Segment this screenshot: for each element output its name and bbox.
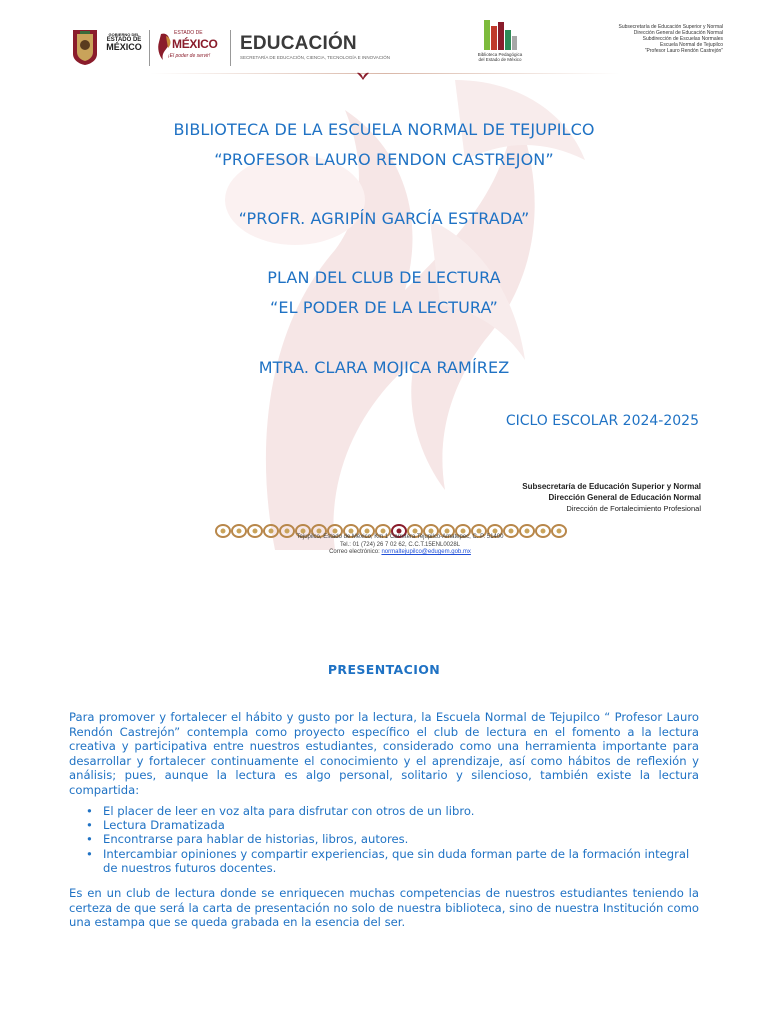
header-divider	[149, 30, 150, 66]
subsecretaria-line: Dirección General de Educación Normal	[633, 30, 723, 36]
gov-line3: MÉXICO	[106, 42, 142, 52]
list-item-text: Encontrarse para hablar de historias, libros, autores.	[103, 832, 409, 847]
list-item-text: El placer de leer en voz alta para disfrutar con otros de un libro.	[103, 804, 475, 818]
educacion-title: EDUCACIÓN	[240, 33, 357, 54]
cover-title-line3: “PROFR. AGRIPÍN GARCÍA ESTRADA”	[238, 209, 530, 228]
ornament-icon	[232, 525, 246, 537]
biblio-line2: del Estado de México	[478, 57, 522, 62]
footer-phone: Tel.: 01 (724) 26 7 02 62, C.C.T.15ENL0028L	[339, 541, 461, 548]
bullet-icon: •	[86, 804, 93, 818]
bullet-icon: •	[86, 832, 93, 847]
subsecretaria-line: “Profesor Lauro Rendón Castrejón”	[644, 48, 723, 54]
signature-line1: Subsecretaría de Educación Superior y Normal	[522, 482, 701, 491]
edomex-seal-icon	[70, 28, 100, 66]
mex-logo-text: MÉXICO	[172, 37, 218, 51]
cover-title-line1: BIBLIOTECA DE LA ESCUELA NORMAL DE TEJUPILCO	[173, 120, 595, 139]
cover-author: MTRA. CLARA MOJICA RAMÍREZ	[258, 358, 510, 377]
gov-line2: ESTADO DE	[106, 37, 142, 43]
gov-line1: GOBIERNO DEL	[108, 32, 140, 37]
ornament-icon	[356, 71, 370, 81]
footer-email-label: Correo electrónico:	[329, 549, 380, 555]
subsecretaria-line: Escuela Normal de Tejupilco	[660, 42, 723, 48]
list-item-text: Lectura Dramatizada	[103, 818, 225, 833]
closing-paragraph: Es en un club de lectura donde se enriquecen muchas competencias de nuestros estudiantes teniendo la certeza de que será la carta de presentación no solo de nuestra biblioteca, sino de nuestra Institución como una estampa que se queda grabada en la esencia del ser.	[69, 886, 699, 930]
header-divider	[230, 30, 231, 66]
letterhead	[0, 0, 768, 90]
subsecretaria-line: Subdirección de Escuelas Normales	[642, 36, 723, 42]
signature-block	[522, 481, 701, 514]
footer-email-link[interactable]: normaltejupilco@edugem.gob.mx	[381, 549, 471, 555]
list-item	[69, 832, 699, 846]
educacion-subtitle: SECRETARÍA DE EDUCACIÓN, CIENCIA, TECNOLOGÍA E INNOVACIÓN	[240, 55, 391, 60]
signature-line3: Dirección de Fortalecimiento Profesional	[566, 504, 701, 513]
list-item	[69, 804, 699, 818]
mex-logo-slogan: ¡El poder de servir!	[168, 53, 211, 59]
footer-address-line: Tejupilco, Estado de México, Km 1 Carretera Tejupilco-Amatepec, C. P. 51400	[296, 534, 504, 540]
mex-logo-small-text: ESTADO DE	[174, 30, 203, 36]
ornament-icon	[216, 525, 230, 537]
ciclo-escolar: CICLO ESCOLAR 2024-2025	[505, 413, 699, 429]
biblioteca-pedagogica-logo	[480, 18, 520, 52]
section-title: PRESENTACION	[327, 662, 441, 677]
subsecretaria-block	[619, 24, 724, 54]
list-item-text: Intercambiar opiniones y compartir experiencias, que sin duda forman parte de la formación integral de nuestros futuros docentes.	[103, 846, 690, 875]
bullet-list	[69, 804, 699, 875]
footer-email-row	[260, 549, 540, 557]
intro-paragraph: Para promover y fortalecer el hábito y gusto por la lectura, la Escuela Normal de Tejupilco “ Profesor Lauro Rendón Castrejón” contempla como proyecto específico el club de lectura en el fomento a la lectura creativa y participativa entre nuestros estudiantes, considerado como una herramienta importante para desarrollar y fortalecer continuamente el conocimiento y el aprendizaje, así como hábitos de reflexión y análisis; pues, aunque la lectura es algo personal, solitario y silencioso, también existe la lectura compartida:	[69, 710, 699, 797]
biblioteca-label	[455, 52, 545, 62]
list-item	[69, 847, 699, 875]
gobierno-estado-mexico-label	[103, 32, 145, 52]
ornament-icon	[552, 525, 566, 537]
footer-address	[260, 534, 540, 557]
signature-line2: Dirección General de Educación Normal	[548, 493, 701, 502]
bullet-icon: •	[86, 818, 93, 833]
cover-title-line2: “PROFESOR LAURO RENDON CASTREJON”	[214, 150, 554, 169]
header-rule	[150, 73, 620, 74]
subsecretaria-line: Subsecretaría de Educación Superior y Normal	[618, 24, 723, 30]
cover-title-line5: “EL PODER DE LA LECTURA”	[270, 298, 498, 317]
bullet-icon: •	[86, 846, 93, 861]
biblio-line1: Biblioteca Pedagógica	[477, 52, 523, 57]
list-item	[69, 818, 699, 832]
cover-title-line4: PLAN DEL CLUB DE LECTURA	[267, 268, 501, 287]
